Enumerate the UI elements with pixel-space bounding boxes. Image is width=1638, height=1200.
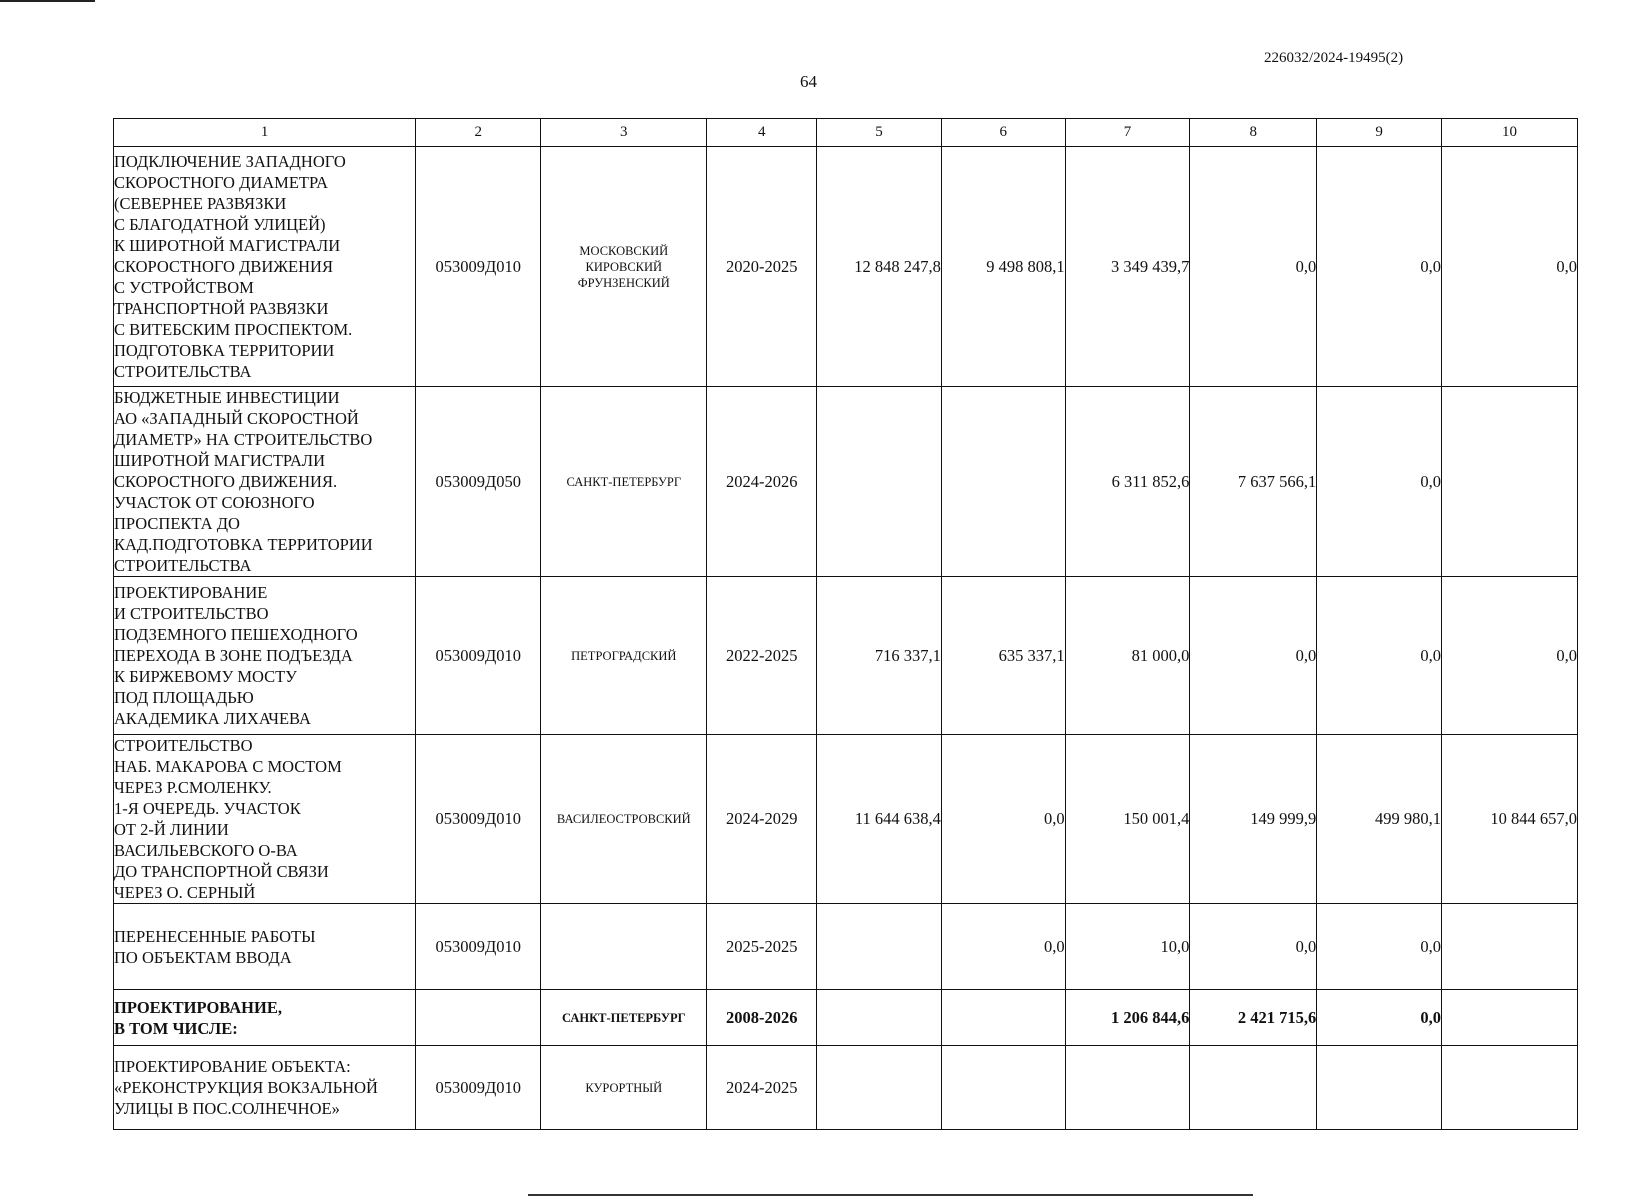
value-cell: 0,0 [1441,577,1577,735]
value-cell: 2 421 715,6 [1190,990,1317,1046]
table-row [114,577,1578,735]
value-cell: 10 844 657,0 [1441,735,1577,904]
value-cell: 0,0 [1190,904,1317,990]
object-name: ПОДКЛЮЧЕНИЕ ЗАПАДНОГО СКОРОСТНОГО ДИАМЕТРА (СЕВЕРНЕЕ РАЗВЯЗКИ С БЛАГОДАТНОЙ УЛИЦЕЙ) К ШИРОТНОЙ МАГИСТРАЛИ СКОРОСТНОГО ДВИЖЕНИЯ С УСТРОЙСТВОМ ТРАНСПОРТНОЙ РАЗВЯЗКИ С ВИТЕБСКИМ ПРОСПЕКТОМ. ПОДГОТОВКА ТЕРРИТОРИИ СТРОИТЕЛЬСТВА [114,147,416,387]
object-name: ПЕРЕНЕСЕННЫЕ РАБОТЫ ПО ОБЪЕКТАМ ВВОДА [114,904,416,990]
value-cell: 0,0 [1317,904,1442,990]
object-name: ПРОЕКТИРОВАНИЕ, В ТОМ ЧИСЛЕ: [114,990,416,1046]
budget-code: 053009Д010 [416,1046,541,1130]
header-row [114,119,1578,147]
value-cell [817,990,942,1046]
value-cell [1190,1046,1317,1130]
value-cell: 81 000,0 [1065,577,1190,735]
value-cell: 12 848 247,8 [817,147,942,387]
period: 2024-2025 [707,1046,817,1130]
table-row-subtotal [114,990,1578,1046]
period: 2024-2029 [707,735,817,904]
district: САНКТ-ПЕТЕРБУРГ [541,990,707,1046]
document-number: 226032/2024-19495(2) [1264,50,1404,66]
budget-code: 053009Д010 [416,147,541,387]
value-cell [1317,1046,1442,1130]
value-cell [1441,387,1577,577]
value-cell [817,1046,942,1130]
value-cell: 0,0 [941,735,1065,904]
period: 2024-2026 [707,387,817,577]
value-cell: 0,0 [1317,387,1442,577]
value-cell [817,387,942,577]
value-cell: 0,0 [1317,990,1442,1046]
value-cell [1441,990,1577,1046]
budget-code: 053009Д010 [416,904,541,990]
value-cell [941,387,1065,577]
column-header: 10 [1441,119,1577,147]
value-cell: 1 206 844,6 [1065,990,1190,1046]
district: САНКТ-ПЕТЕРБУРГ [541,387,707,577]
budget-code: 053009Д050 [416,387,541,577]
value-cell: 149 999,9 [1190,735,1317,904]
value-cell: 716 337,1 [817,577,942,735]
district: ПЕТРОГРАДСКИЙ [541,577,707,735]
value-cell [817,904,942,990]
object-name: ПРОЕКТИРОВАНИЕ И СТРОИТЕЛЬСТВО ПОДЗЕМНОГО ПЕШЕХОДНОГО ПЕРЕХОДА В ЗОНЕ ПОДЪЕЗДА К БИРЖЕВОМУ МОСТУ ПОД ПЛОЩАДЬЮ АКАДЕМИКА ЛИХАЧЕВА [114,577,416,735]
column-header: 9 [1317,119,1442,147]
value-cell: 9 498 808,1 [941,147,1065,387]
table-row [114,735,1578,904]
page-number: 64 [800,72,817,91]
scan-edge-mark [0,0,95,2]
table-row [114,147,1578,387]
value-cell [1441,904,1577,990]
column-header: 2 [416,119,541,147]
object-name: БЮДЖЕТНЫЕ ИНВЕСТИЦИИ АО «ЗАПАДНЫЙ СКОРОСТНОЙ ДИАМЕТР» НА СТРОИТЕЛЬСТВО ШИРОТНОЙ МАГИСТРАЛИ СКОРОСТНОГО ДВИЖЕНИЯ. УЧАСТОК ОТ СОЮЗНОГО ПРОСПЕКТА ДО КАД.ПОДГОТОВКА ТЕРРИТОРИИ СТРОИТЕЛЬСТВА [114,387,416,577]
period: 2022-2025 [707,577,817,735]
district: КУРОРТНЫЙ [541,1046,707,1130]
column-header: 6 [941,119,1065,147]
column-header: 8 [1190,119,1317,147]
budget-code: 053009Д010 [416,735,541,904]
bottom-rule [528,1194,1253,1196]
value-cell [1441,1046,1577,1130]
period: 2008-2026 [707,990,817,1046]
object-name: ПРОЕКТИРОВАНИЕ ОБЪЕКТА: «РЕКОНСТРУКЦИЯ ВОКЗАЛЬНОЙ УЛИЦЫ В ПОС.СОЛНЕЧНОЕ» [114,1046,416,1130]
value-cell: 0,0 [1317,577,1442,735]
object-name: СТРОИТЕЛЬСТВО НАБ. МАКАРОВА С МОСТОМ ЧЕРЕЗ Р.СМОЛЕНКУ. 1-Я ОЧЕРЕДЬ. УЧАСТОК ОТ 2-Й ЛИНИИ ВАСИЛЬЕВСКОГО О-ВА ДО ТРАНСПОРТНОЙ СВЯЗИ ЧЕРЕЗ О. СЕРНЫЙ [114,735,416,904]
value-cell: 7 637 566,1 [1190,387,1317,577]
value-cell [941,990,1065,1046]
value-cell: 0,0 [1317,147,1442,387]
column-header: 7 [1065,119,1190,147]
budget-table [113,118,1578,1130]
value-cell: 0,0 [941,904,1065,990]
budget-code: 053009Д010 [416,577,541,735]
period: 2025-2025 [707,904,817,990]
value-cell: 10,0 [1065,904,1190,990]
value-cell [941,1046,1065,1130]
value-cell: 3 349 439,7 [1065,147,1190,387]
value-cell: 150 001,4 [1065,735,1190,904]
budget-code [416,990,541,1046]
district [541,904,707,990]
column-header: 4 [707,119,817,147]
value-cell: 11 644 638,4 [817,735,942,904]
value-cell: 499 980,1 [1317,735,1442,904]
district: МОСКОВСКИЙ КИРОВСКИЙ ФРУНЗЕНСКИЙ [541,147,707,387]
value-cell: 6 311 852,6 [1065,387,1190,577]
period: 2020-2025 [707,147,817,387]
value-cell [1065,1046,1190,1130]
column-header: 3 [541,119,707,147]
district: ВАСИЛЕОСТРОВСКИЙ [541,735,707,904]
table-row [114,1046,1578,1130]
column-header: 5 [817,119,942,147]
value-cell: 0,0 [1190,147,1317,387]
value-cell: 0,0 [1190,577,1317,735]
table-row [114,904,1578,990]
value-cell: 0,0 [1441,147,1577,387]
value-cell: 635 337,1 [941,577,1065,735]
column-header: 1 [114,119,416,147]
table-row [114,387,1578,577]
